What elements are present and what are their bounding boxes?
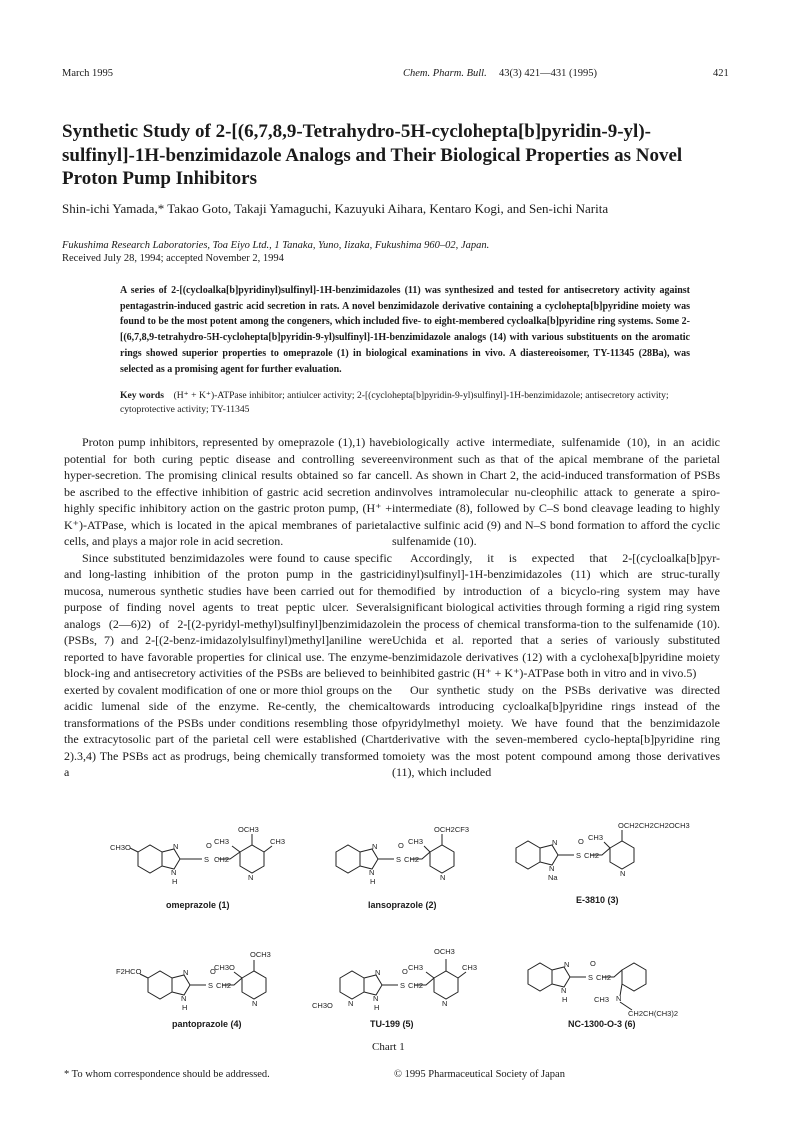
mol-label: CH3: [408, 837, 424, 846]
paragraph: biologically active intermediate, sulfenamide (10), in an acidic environment such as that of the apical membrane of the parietal cell. As shown in Chart 2, the acid-induced transformation of PSBs involves intramolecular nu-cleophilic attack to generate a spiro-intermediate (8), followed by C–S bond cleavage leading to highly active sulfinic acid (9) and N–S bond formation to afford the cyclic sulfenamide (10).: [392, 435, 720, 548]
header-date: March 1995: [62, 68, 114, 79]
mol-label: OCH2CF3: [434, 825, 470, 834]
structure-tu199: [312, 942, 482, 1023]
mol-label: S: [400, 981, 406, 990]
mol-label: N: [248, 873, 254, 882]
mol-label: CH3: [408, 963, 424, 972]
mol-label: N: [552, 838, 558, 847]
mol-label: O: [210, 967, 216, 976]
mol-label: CH2: [408, 981, 424, 990]
mol-label: S: [588, 973, 594, 982]
mol-label: N: [252, 999, 258, 1008]
mol-label: F2HCO: [116, 967, 142, 976]
mol-label: N: [549, 864, 555, 873]
header-volume: 43(3) 421—431 (1995): [499, 68, 597, 79]
keywords-label: Key words: [120, 390, 164, 401]
mol-label: N: [373, 994, 379, 1003]
mol-label: N: [616, 994, 622, 1003]
mol-label: O: [206, 841, 212, 850]
mol-label: CH2: [216, 981, 232, 990]
mol-label: CH3O: [312, 1001, 333, 1010]
structure-nc1300: [524, 950, 714, 1025]
mol-label: H: [172, 877, 178, 886]
mol-label: N: [173, 842, 179, 851]
mol-label: N: [181, 994, 187, 1003]
article-title: Synthetic Study of 2-[(6,7,8,9-Tetrahydro-5H-cyclohepta[b]pyridin-9-yl)-sulfinyl]-1H-benzimidazole Analogs and Their Biological Properties as Novel Proton Pump Inhibitors: [62, 121, 683, 189]
mol-label: OCH3: [434, 947, 455, 956]
header-page-number: 421: [713, 68, 729, 79]
mol-label: N: [375, 968, 381, 977]
mol-label: CH3: [214, 837, 230, 846]
mol-label: CH2: [404, 855, 420, 864]
mol-label: CH3: [594, 995, 610, 1004]
structure-omeprazole: [110, 822, 300, 899]
mol-label: N: [372, 842, 378, 851]
abstract: A series of 2-[(cycloalka[b]pyridinyl)sulfinyl]-1H-benzimidazoles (11) was synthesized and tested for antisecretory activity against pentagastrin-induced gastric acid secretion in rats. A novel benzimidazole derivative containing a cyclohepta[b]pyridine moiety was found to be the most potent among the congeners, which included five- to eight-membered cycloalka[b]pyridine ring systems. Some 2-[(6,7,8,9-tetrahydro-5H-cyclohepta[b]pyridin-9-yl)sulfinyl]-1H-benzimidazole analogs (14) with various substituents on the aromatic rings showed superior properties to omeprazole (1) in biological examinations in vivo. A diastereoisomer, TY-11345 (28Ba), was selected as a promising agent for further evaluation.: [120, 285, 690, 375]
keywords: [120, 389, 690, 417]
mol-label: CH3: [270, 837, 286, 846]
mol-label: CH3O: [214, 963, 235, 972]
mol-label: CH2: [596, 973, 612, 982]
mol-label: OCH3: [238, 825, 259, 834]
affiliation: Fukushima Research Laboratories, Toa Eiyo Ltd., 1 Tanaka, Yuno, Iizaka, Fukushima 960–02, Japan.: [62, 240, 490, 251]
mol-label: O: [402, 967, 408, 976]
paragraph: Our synthetic study on the PSBs derivative was directed towards introducing cycloalka[b]pyridine rings instead of the pyridylmethyl moiety. We have found that the benzimidazole derivative with the seven-membered cyclo-hepta[b]pyridine ring moiety was the most potent compound among those derivatives (11), which included: [392, 682, 720, 779]
compound-name: pantoprazole (4): [172, 1019, 242, 1029]
received-dates: Received July 28, 1994; accepted November 2, 1994: [62, 253, 284, 264]
mol-label: CH3: [462, 963, 478, 972]
mol-label: N: [369, 868, 375, 877]
mol-label: O: [590, 959, 596, 968]
mol-label: O: [398, 841, 404, 850]
header-journal: Chem. Pharm. Bull.: [403, 68, 487, 79]
mol-label: CH2: [584, 851, 600, 860]
mol-label: H: [562, 995, 568, 1004]
mol-label: H: [182, 1003, 188, 1012]
author-list: Shin-ichi Yamada,* Takao Goto, Takaji Yamaguchi, Kazuyuki Aihara, Kentaro Kogi, and Sen-ichi Narita: [62, 201, 609, 216]
mol-label: N: [620, 869, 626, 878]
keywords-text: (H⁺ + K⁺)-ATPase inhibitor; antiulcer activity; 2-[(cyclohepta[b]pyridin-9-yl)sulfinyl]-1H-benzimidazole; antisecretory activity; cytoprotective activity; TY-11345: [120, 390, 669, 415]
structure-e3810: [512, 818, 722, 895]
mol-label: CH2: [214, 855, 230, 864]
mol-label: O: [578, 837, 584, 846]
mol-label: N: [183, 968, 189, 977]
compound-name: E-3810 (3): [576, 895, 619, 905]
mol-label: Na: [548, 873, 558, 882]
mol-label: OCH2CH2CH2OCH3: [618, 821, 690, 830]
mol-label: N: [440, 873, 446, 882]
copyright-notice: © 1995 Pharmaceutical Society of Japan: [394, 1069, 565, 1080]
compound-name: lansoprazole (2): [368, 900, 437, 910]
mol-label: N: [442, 999, 448, 1008]
chart-caption: Chart 1: [372, 1041, 405, 1053]
paragraph: Proton pump inhibitors, represented by omeprazole (1),1) have potential for both curing peptic disease and controlling severe hyper-secretion. The promising clinical results obtained so far can be ascribed to the effective inhibition of gastric acid secretion and highly specific inhibitory action on the gastric proton pump, (H⁺ + K⁺)-ATPase, which is located in the apical membranes of parietal cells, and plays a major role in acid secretion.: [64, 435, 392, 548]
mol-label: S: [396, 855, 402, 864]
compound-name: omeprazole (1): [166, 900, 230, 910]
mol-label: N: [348, 999, 354, 1008]
mol-label: N: [171, 868, 177, 877]
mol-label: H: [374, 1003, 380, 1012]
mol-label: S: [576, 851, 582, 860]
mol-label: S: [208, 981, 214, 990]
correspondence-footnote: * To whom correspondence should be addressed.: [64, 1069, 270, 1080]
body-column-right: [392, 434, 720, 781]
mol-label: CH3: [588, 833, 604, 842]
mol-label: CH2CH(CH3)2: [628, 1009, 679, 1018]
mol-label: CH3O: [110, 843, 131, 852]
compound-name: TU-199 (5): [370, 1019, 414, 1029]
mol-label: S: [204, 855, 210, 864]
mol-label: N: [561, 986, 567, 995]
compound-name: NC-1300-O-3 (6): [568, 1019, 636, 1029]
mol-label: H: [370, 877, 376, 886]
structure-lansoprazole: [332, 822, 472, 899]
paragraph: Since substituted benzimidazoles were found to cause specific and long-lasting inhibition of the proton pump in the gastric mucosa, numerous synthetic studies have been carried out for the purpose of finding novel agents to treat peptic ulcer. Several analogs (2—6)2) of 2-[(2-pyridyl-methyl)sulfinyl]benzimidazole (PSBs, 7) and 2-[(2-benz-imidazolylsulfinyl)methyl]aniline were reported to have favorable properties for clinical use. The enzyme-block-ing and antisecretory activities of the PSBs are believed to be exerted by covalent modification of one or more thiol groups on the acidic lumenal side of the enzyme. Re-cently, the chemical transformations of the PSBs under conditions resembling those of the extracytosolic part of the parietal cell were established (Chart 2).3,4) The PSBs act as prodrugs, being chemically transformed to a: [64, 550, 392, 779]
body-column-left: [64, 434, 392, 781]
mol-label: N: [564, 960, 570, 969]
paragraph: Accordingly, it is expected that 2-[(cycloalka[b]pyr-idinyl)sulfinyl]-1H-benzimidazoles (11) which are struc-turally modified by introduction of a bicyclo-ring system may have significant biological activities through forming a rigid ring system in the process of chemical transforma-tion to the sulfenamide (10). Uchida et al. reported that a series of variously substituted benzimidazole derivatives (12) with a cyclohexa[b]pyridine moiety inhibited gastric (H⁺ + K⁺)-ATPase both in vitro and in vivo.5): [392, 550, 720, 680]
structure-pantoprazole: [116, 946, 286, 1023]
mol-label: OCH3: [250, 950, 271, 959]
